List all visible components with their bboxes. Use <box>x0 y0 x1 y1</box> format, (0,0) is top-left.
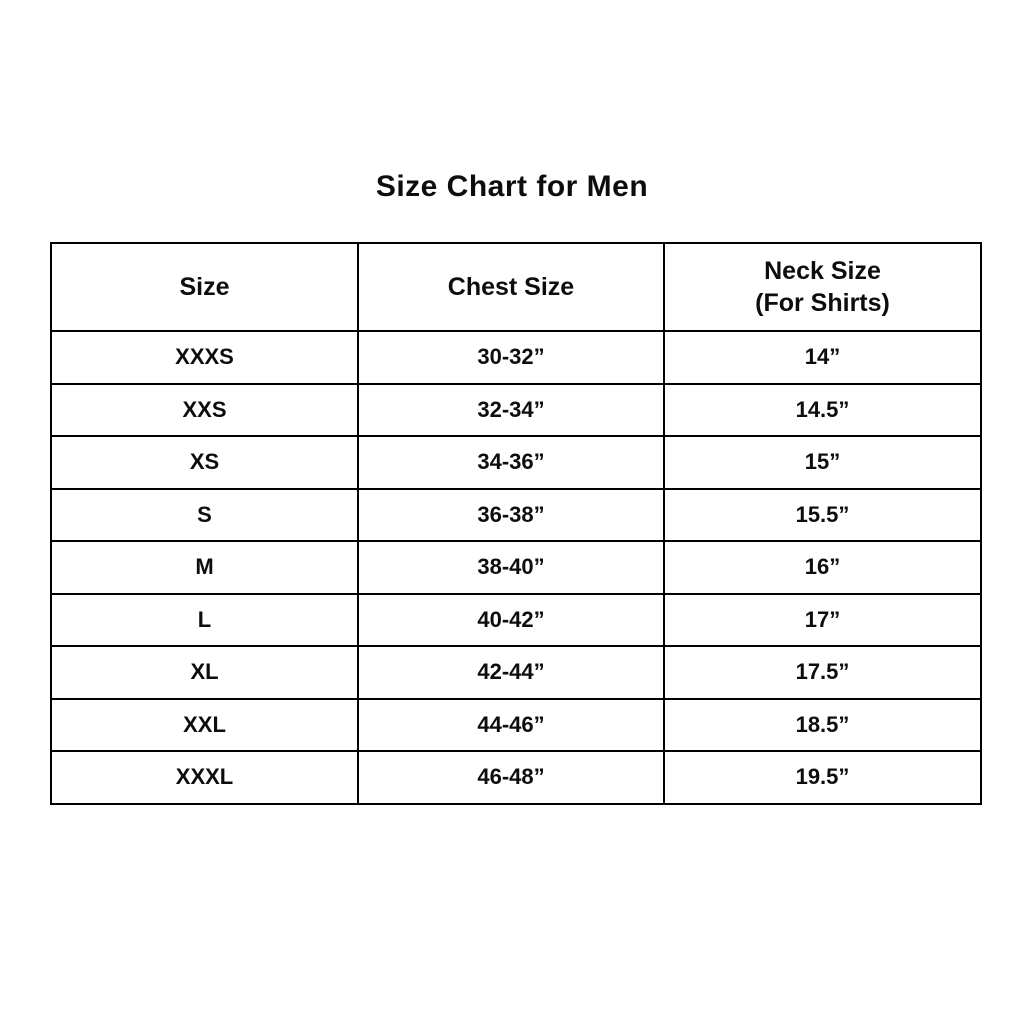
chest-size-cell: 32-34” <box>358 384 664 437</box>
size-cell: S <box>51 489 358 542</box>
size-cell: XXXS <box>51 331 358 384</box>
size-cell: XXS <box>51 384 358 437</box>
neck-size-cell: 15” <box>664 436 981 489</box>
table-row <box>51 331 981 384</box>
size-table <box>50 242 982 805</box>
column-header-size <box>51 243 358 331</box>
chest-size-cell: 30-32” <box>358 331 664 384</box>
neck-size-cell: 19.5” <box>664 751 981 804</box>
table-row <box>51 384 981 437</box>
size-cell: XS <box>51 436 358 489</box>
size-cell: M <box>51 541 358 594</box>
table-row <box>51 751 981 804</box>
column-header-label: Size <box>179 273 230 301</box>
table-row <box>51 646 981 699</box>
neck-size-cell: 15.5” <box>664 489 981 542</box>
table-row <box>51 594 981 647</box>
chest-size-cell: 38-40” <box>358 541 664 594</box>
chest-size-cell: 46-48” <box>358 751 664 804</box>
size-cell: L <box>51 594 358 647</box>
table-row <box>51 436 981 489</box>
neck-size-cell: 16” <box>664 541 981 594</box>
column-header-label: Chest Size <box>447 273 575 301</box>
neck-size-cell: 18.5” <box>664 699 981 752</box>
table-row <box>51 541 981 594</box>
neck-size-cell: 17.5” <box>664 646 981 699</box>
neck-size-cell: 14” <box>664 331 981 384</box>
neck-size-cell: 17” <box>664 594 981 647</box>
chest-size-cell: 40-42” <box>358 594 664 647</box>
size-cell: XL <box>51 646 358 699</box>
table-header-row <box>51 243 981 331</box>
chest-size-cell: 36-38” <box>358 489 664 542</box>
table-row <box>51 699 981 752</box>
chest-size-cell: 34-36” <box>358 436 664 489</box>
column-header-sublabel: (For Shirts) <box>755 289 890 317</box>
neck-size-cell: 14.5” <box>664 384 981 437</box>
size-cell: XXL <box>51 699 358 752</box>
page-title: Size Chart for Men <box>375 170 649 203</box>
table-row <box>51 489 981 542</box>
size-cell: XXXL <box>51 751 358 804</box>
column-header-neck-size <box>664 243 981 331</box>
chest-size-cell: 44-46” <box>358 699 664 752</box>
chest-size-cell: 42-44” <box>358 646 664 699</box>
column-header-label: Neck Size <box>764 257 881 285</box>
column-header-chest-size <box>358 243 664 331</box>
